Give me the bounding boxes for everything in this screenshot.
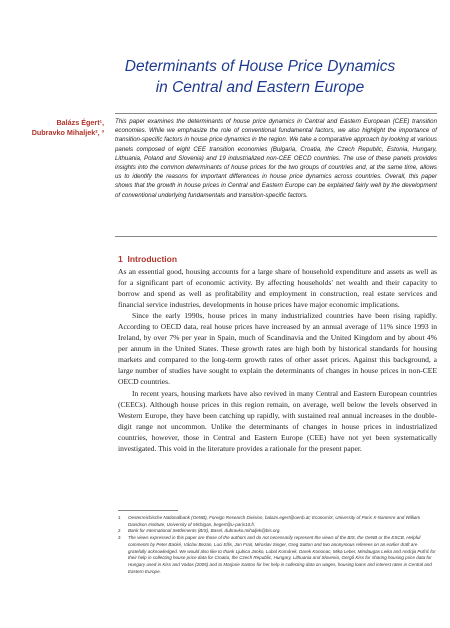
footnote <box>118 515 437 528</box>
author-list <box>8 118 104 138</box>
footnote <box>118 535 437 575</box>
paragraph: In recent years, housing markets have also revived in many Central and Eastern European countries (CEECs). Although house prices in this region remain, on average, well below the levels observed in Western Europe, they have been catching up rapidly, with sustained real annual increases in the double-digit range not uncommon. Unlike the determinants of changes in house prices in industrialized countries, however, those in Central and Eastern Europe (CEE) have not yet been systematically investigated. This void in the literature provides a rationale for the present paper. <box>118 388 437 453</box>
author-2: Dubravko Mihaljek²‚ ³ <box>31 128 104 137</box>
section-heading <box>118 254 177 264</box>
section-title: Introduction <box>127 254 178 264</box>
footnotes <box>118 515 437 575</box>
paper-title <box>100 56 420 98</box>
footnote-number: 1 <box>118 515 121 520</box>
footnote <box>118 528 437 535</box>
footnote-text: The views expressed in this paper are those of the authors and do not necessarily represent the views of the BIS, the OeNB or the ESCB. Helpful comments by Peter Backé, Václav Bezan, Luci Ellis, Jan Frait, Miroslav Singer, Greg Sutton and two anonymous referees on an earlier draft are gratefully acknowledged. We would also like to thank Ljubica Janko, Lubol Komárek, Darek Kononac, Mika Leber, Mindaugas Leika and Andrija Pufrić for their help in collecting house price data for Croatia, the Czech Republic, Hungary, Lithuania and Slovenia, Gergő Kiss for sharing housing price data for Hungary used in Kiss and Vadas (2005) and to Marjorie Santos for her help in collecting data on wages, housing loans and interest rates in Central and Eastern Europe. <box>128 535 436 574</box>
abstract: This paper examines the determinants of house price dynamics in Central and Eastern European (CEE) transition economies. While we emphasize the role of conventional fundamental factors, we also highlight the importance of transition-specific factors in house price dynamics in the region. We take a comparative approach by looking at various panels composed of eight CEE transition economies (Bulgaria, Croatia, the Czech Republic, Estonia, Hungary, Lithuania, Poland and Slovenia) and 19 industrialized non-CEE OECD countries. The use of these panels provides insights into the common determinants of house prices for the two groups of countries and, at the same time, allows us to identify the reasons for important differences in house price dynamics across countries. Overall, this paper shows that the growth in house prices in Central and Eastern Europe can be explained fairly well by the development of conventional underlying fundamentals and transition-specific factors. <box>115 118 437 199</box>
footnote-number: 2 <box>118 528 121 534</box>
footnote-text: Bank for International Settlements (BIS), Basel, dubravko.mihaljek@bis.org. <box>128 528 281 534</box>
section-number: 1 <box>118 254 123 264</box>
abstract-bottom-rule <box>115 236 437 237</box>
footnote-text: Oesterreichische Nationalbank (OeNB), Foreign Research Division, balazs.egert@oenb.at; EconomiX, University of Paris X-Nanterre and William Davidson Institute, University of Michigan, begert@u-paris10.fr. <box>128 515 421 527</box>
author-1: Balázs Égert¹, <box>56 118 104 127</box>
title-line-2: in Central and Eastern Europe <box>155 79 365 96</box>
paragraph: As an essential good, housing accounts for a large share of household expenditure and assets as well as for a significant part of economic activity. By affecting households' net wealth and their capacity to borrow and spend as well as profitability and employment in construction, real estate services and financial service industries, developments in house prices have major economic implications. <box>118 267 437 310</box>
body-text <box>118 266 437 454</box>
footnote-number: 3 <box>118 535 121 541</box>
abstract-top-rule <box>115 113 437 114</box>
paragraph: Since the early 1990s, house prices in many industrialized countries have been rising rapidly. According to OECD data, real house prices have increased by an annual average of 11% since 1993 in Ireland, by over 7% per year in Spain, much of Scandinavia and the United Kingdom and by about 4% per annum in the United States. These growth rates are high both by historical standards for housing markets and compared to the long-term growth rates of other asset prices. Against this background, a large number of studies have sought to explain the determinants of changes in house prices in non-CEE OECD countries. <box>118 311 437 387</box>
footnote-rule <box>118 510 178 511</box>
title-line-1: Determinants of House Price Dynamics <box>124 58 396 75</box>
